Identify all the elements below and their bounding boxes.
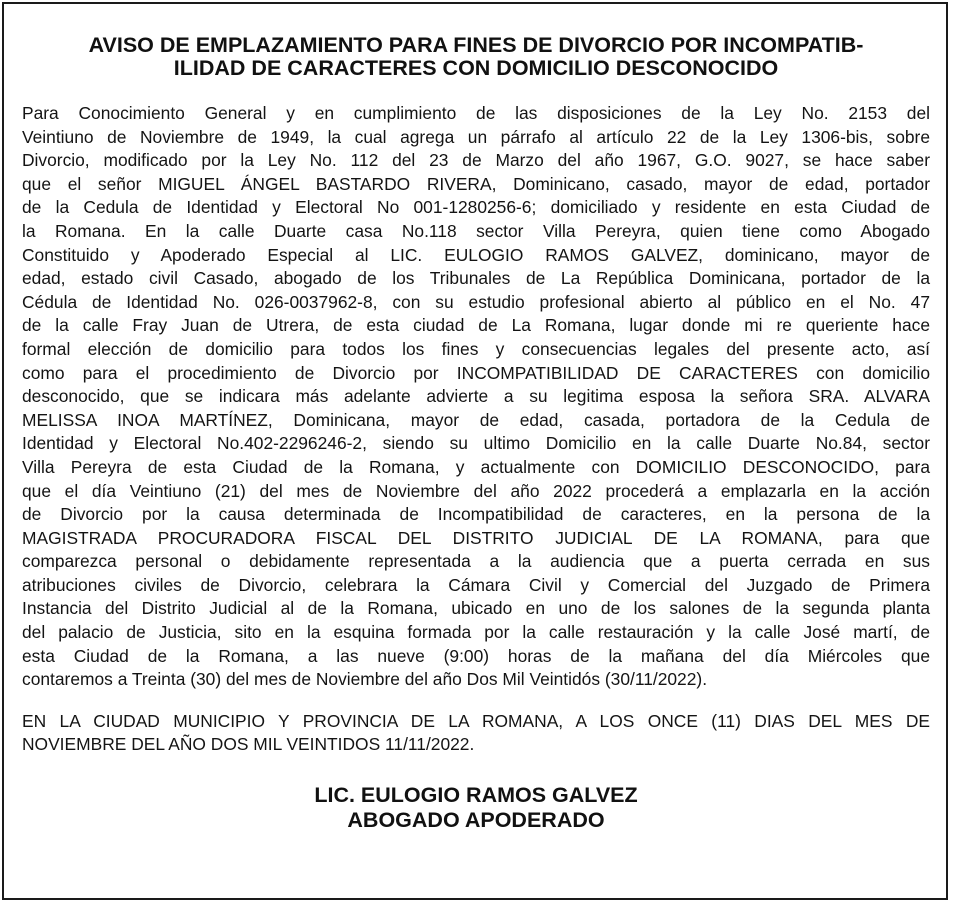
body-line: desconocido, que se indicara más adelante advierte a su legitima esposa la señora SRA. ALVARA xyxy=(22,386,930,407)
body-line: MAGISTRADA PROCURADORA FISCAL DEL DISTRITO JUDICIAL DE LA ROMANA, para que xyxy=(22,527,930,548)
body-line: contaremos a Treinta (30) del mes de Noviembre del año Dos Mil Veintidós (30/11/2022). xyxy=(22,669,708,690)
notice-title xyxy=(22,34,930,80)
notice-body xyxy=(22,102,930,692)
body-line: Constituido y Apoderado Especial al LIC. EULOGIO RAMOS GALVEZ, dominicano, mayor de xyxy=(22,244,930,265)
body-line: MELISSA INOA MARTÍNEZ, Dominicana, mayor de edad, casada, portadora de la Cedula de xyxy=(22,409,930,430)
body-line: Divorcio, modificado por la Ley No. 112 del 23 de Marzo del año 1967, G.O. 9027, se hace saber xyxy=(22,150,930,171)
body-line: Veintiuno de Noviembre de 1949, la cual agrega un párrafo al artículo 22 de la Ley 1306-bis, sobre xyxy=(22,126,930,147)
closing-line: EN LA CIUDAD MUNICIPIO Y PROVINCIA DE LA ROMANA, A LOS ONCE (11) DIAS DEL MES DE xyxy=(22,710,930,731)
body-line: Para Conocimiento General y en cumplimiento de las disposiciones de la Ley No. 2153 del xyxy=(22,103,930,123)
signature-name: LIC. EULOGIO RAMOS GALVEZ xyxy=(314,783,638,808)
notice-content xyxy=(22,4,930,833)
title-line: AVISO DE EMPLAZAMIENTO PARA FINES DE DIVORCIO POR INCOMPATIB- xyxy=(88,33,864,57)
body-line: de la calle Fray Juan de Utrera, de esta ciudad de La Romana, lugar donde mi re queriente hace xyxy=(22,315,930,336)
title-line: ILIDAD DE CARACTERES CON DOMICILIO DESCONOCIDO xyxy=(173,56,779,80)
body-line: de la Cedula de Identidad y Electoral No 001-1280256-6; domiciliado y residente en esta Ciudad de xyxy=(22,197,930,218)
body-line: del palacio de Justicia, sito en la esquina formada por la calle restauración y la calle José martí, de xyxy=(22,622,930,643)
signature-role: ABOGADO APODERADO xyxy=(347,808,605,833)
body-line: Villa Pereyra de esta Ciudad de la Romana, y actualmente con DOMICILIO DESCONOCIDO, para xyxy=(22,456,930,477)
body-line: comparezca personal o debidamente representada a la audiencia que a puerta cerrada en sus xyxy=(22,551,930,572)
body-line: Instancia del Distrito Judicial al de la Romana, ubicado en uno de los salones de la segunda planta xyxy=(22,598,930,619)
body-line: que el día Veintiuno (21) del mes de Noviembre del año 2022 procederá a emplazarla en la acción xyxy=(22,480,930,501)
body-line: de Divorcio por la causa determinada de Incompatibilidad de caracteres, en la persona de la xyxy=(22,504,930,525)
signature-block xyxy=(22,783,930,833)
body-line: esta Ciudad de la Romana, a las nueve (9:00) horas de la mañana del día Miércoles que xyxy=(22,645,930,666)
body-line: la Romana. En la calle Duarte casa No.118 sector Villa Pereyra, quien tiene como Abogado xyxy=(22,220,930,241)
body-line: Identidad y Electoral No.402-2296246-2, siendo su ultimo Domicilio en la calle Duarte No.84, sector xyxy=(22,433,930,454)
body-line: Cédula de Identidad No. 026-0037962-8, con su estudio profesional abierto al público en el No. 47 xyxy=(22,291,930,312)
notice-closing xyxy=(22,710,930,757)
body-line: edad, estado civil Casado, abogado de los Tribunales de La República Dominicana, portador de la xyxy=(22,268,930,289)
closing-line: NOVIEMBRE DEL AÑO DOS MIL VEINTIDOS 11/11/2022. xyxy=(22,734,475,755)
body-line: que el señor MIGUEL ÁNGEL BASTARDO RIVERA, Dominicano, casado, mayor de edad, portador xyxy=(22,173,930,194)
body-line: como para el procedimiento de Divorcio por INCOMPATIBILIDAD DE CARACTERES con domicilio xyxy=(22,362,930,383)
legal-notice xyxy=(2,2,948,900)
body-line: atribuciones civiles de Divorcio, celebrara la Cámara Civil y Comercial del Juzgado de Primera xyxy=(22,574,930,595)
body-line: formal elección de domicilio para todos los fines y consecuencias legales del presente acto, así xyxy=(22,338,930,359)
